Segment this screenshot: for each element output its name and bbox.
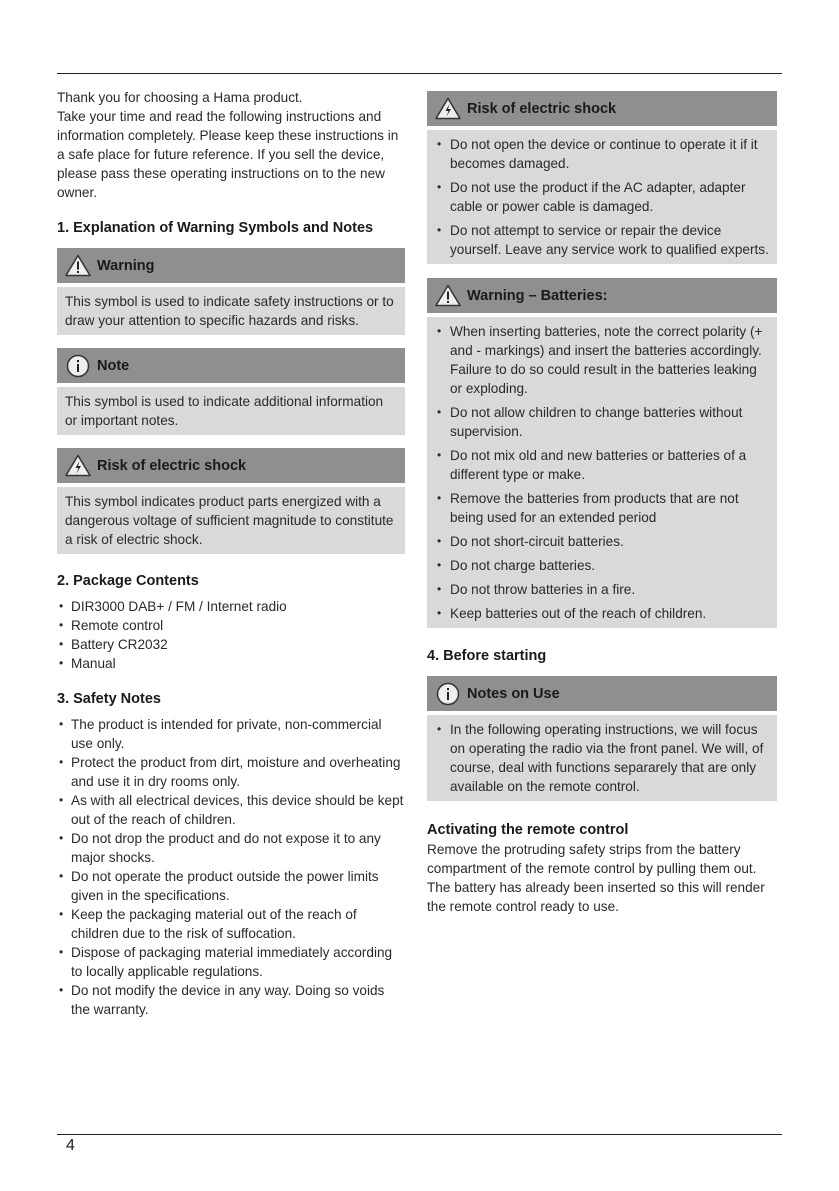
notes-on-use-title: Notes on Use: [467, 685, 560, 702]
list-item: • Do not operate the product outside the power limits given in the specifications.: [57, 867, 405, 905]
list-item: • The product is intended for private, non-commercial use only.: [57, 715, 405, 753]
remote-control-text: Remove the protruding safety strips from the battery compartment of the remote control by pulling them out. The battery has already been inserted so this will render the remote control ready to use.: [427, 842, 765, 914]
batteries-list: [435, 322, 769, 623]
left-column: [57, 88, 405, 1019]
warning-text: This symbol is used to indicate safety instructions or to draw your attention to specific hazards and risks.: [57, 287, 405, 335]
list-item: • Remote control: [57, 616, 405, 635]
list-item: • Manual: [57, 654, 405, 673]
shock-text: This symbol indicates product parts energized with a dangerous voltage of sufficient magnitude to constitute a risk of electric shock.: [57, 487, 405, 554]
right-column: [427, 91, 777, 916]
warning-title: Warning: [97, 257, 155, 274]
list-item: • When inserting batteries, note the correct polarity (+ and - markings) and insert the batteries accordingly. Failure to do so could result in the batteries leaking or exploding.: [435, 322, 769, 398]
section-1-heading: 1. Explanation of Warning Symbols and Notes: [57, 220, 374, 236]
safety-notes-list: [57, 715, 405, 1019]
list-item: • Do not open the device or continue to operate it if it becomes damaged.: [435, 135, 769, 173]
list-item: • Keep the packaging material out of the reach of children due to the risk of suffocation.: [57, 905, 405, 943]
list-item: • DIR3000 DAB+ / FM / Internet radio: [57, 597, 405, 616]
note-text: This symbol is used to indicate additional information or important notes.: [57, 387, 405, 435]
intro-text: Take your time and read the following instructions and information completely. Please keep these instructions in a safe place for future reference. If you sell the device, please pass these operating instructions on to the new owner.: [57, 109, 399, 200]
warning-triangle-icon: [435, 284, 461, 308]
electric-shock-title: Risk of electric shock: [467, 100, 617, 117]
package-contents-list: [57, 597, 405, 673]
list-item: • Do not drop the product and do not expose it to any major shocks.: [57, 829, 405, 867]
electric-shock-list: [435, 135, 769, 259]
electric-shock-triangle-icon: [65, 454, 91, 478]
list-item: • Do not charge batteries.: [435, 556, 769, 575]
electric-shock-triangle-icon: [435, 97, 461, 121]
bottom-rule: [57, 1134, 782, 1135]
remote-control-heading: Activating the remote control: [427, 822, 629, 838]
shock-title: Risk of electric shock: [97, 457, 247, 474]
warning-triangle-icon: [65, 254, 91, 278]
list-item: • Remove the batteries from products that are not being used for an extended period: [435, 489, 769, 527]
info-circle-icon: [435, 682, 461, 706]
list-item: • Dispose of packaging material immediately according to locally applicable regulations.: [57, 943, 405, 981]
list-item: • Battery CR2032: [57, 635, 405, 654]
list-item: • In the following operating instructions, we will focus on operating the radio via the front panel. We will, of course, deal with functions separarely that are only available on the remote control.: [435, 720, 769, 796]
notes-on-use-box: [427, 676, 777, 801]
list-item: • Do not modify the device in any way. Doing so voids the warranty.: [57, 981, 405, 1019]
section-4-heading: 4. Before starting: [427, 648, 547, 664]
list-item: • Keep batteries out of the reach of children.: [435, 604, 769, 623]
batteries-warning-title: Warning – Batteries:: [467, 287, 608, 304]
batteries-warning-box: [427, 278, 777, 628]
section-2-heading: 2. Package Contents: [57, 573, 199, 589]
section-3-heading: 3. Safety Notes: [57, 691, 161, 707]
list-item: • Do not allow children to change batteries without supervision.: [435, 403, 769, 441]
shock-symbol-box: [57, 448, 405, 554]
intro-thanks: Thank you for choosing a Hama product.: [57, 90, 303, 105]
info-circle-icon: [65, 354, 91, 378]
list-item: • As with all electrical devices, this device should be kept out of the reach of children.: [57, 791, 405, 829]
list-item: • Do not throw batteries in a fire.: [435, 580, 769, 599]
list-item: • Protect the product from dirt, moisture and overheating and use it in dry rooms only.: [57, 753, 405, 791]
list-item: • Do not mix old and new batteries or batteries of a different type or make.: [435, 446, 769, 484]
warning-symbol-box: [57, 248, 405, 335]
note-title: Note: [97, 357, 130, 374]
electric-shock-box: [427, 91, 777, 264]
note-symbol-box: [57, 348, 405, 435]
top-rule: [57, 73, 782, 74]
list-item: • Do not short-circuit batteries.: [435, 532, 769, 551]
page-number: 4: [66, 1137, 75, 1154]
list-item: • Do not use the product if the AC adapter, adapter cable or power cable is damaged.: [435, 178, 769, 216]
notes-on-use-list: [435, 720, 769, 796]
list-item: • Do not attempt to service or repair the device yourself. Leave any service work to qualified experts.: [435, 221, 769, 259]
